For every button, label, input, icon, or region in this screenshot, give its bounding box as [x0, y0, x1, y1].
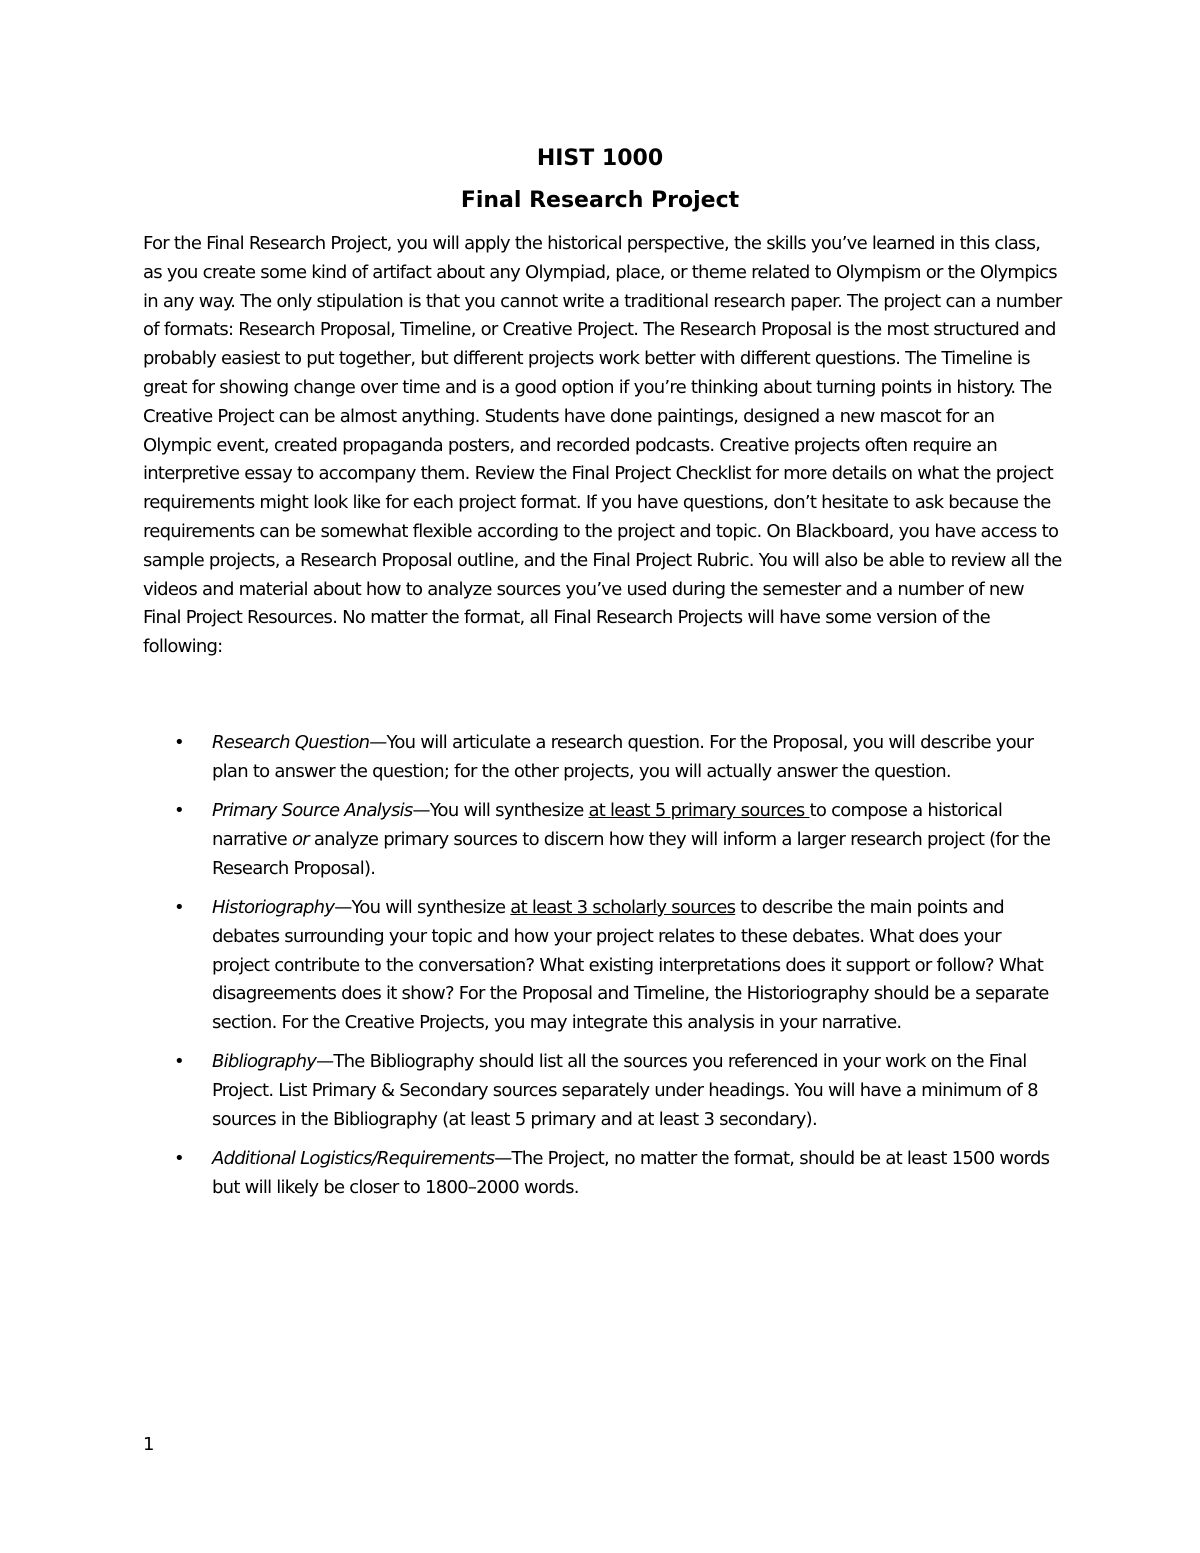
list-item-additional-logistics: [172, 1145, 1062, 1203]
bullet-icon: •: [174, 1051, 184, 1073]
bullet-text: —The Project, no matter the format, should be at least 1500 words but will likely be closer to 1800–2000 words.: [212, 1148, 1050, 1199]
bullet-term: Historiography: [212, 896, 335, 918]
bullet-icon: •: [174, 1148, 184, 1170]
list-item-bibliography: [172, 1048, 1062, 1134]
intro-paragraph: For the Final Research Project, you will apply the historical perspective, the skills you’ve learned in this class, as you create some kind of artifact about any Olympiad, place, or theme related to Olympism or the Olympics in any way. The only stipulation is that you cannot write a traditional research paper. The project can a number of formats: Research Proposal, Timeline, or Creative Project. The Research Proposal is the most structured and probably easiest to put together, but different projects work better with different questions. The Timeline is great for showing change over time and is a good option if you’re thinking about turning points in history. The Creative Project can be almost anything. Students have done paintings, designed a new mascot for an Olympic event, created propaganda posters, and recorded podcasts. Creative projects often require an interpretive essay to accompany them. Review the Final Project Checklist for more details on what the project requirements might look like for each project format. If you have questions, don’t hesitate to ask because the requirements can be somewhat flexible according to the project and topic. On Blackboard, you have access to sample projects, a Research Proposal outline, and the Final Project Rubric. You will also be able to review all the videos and material about how to analyze sources you’ve used during the semester and a number of new Final Project Resources. No matter the format, all Final Research Projects will have some version of the following:: [143, 233, 1062, 658]
bullet-term: Primary Source Analysis: [212, 800, 413, 822]
bullet-icon: •: [174, 896, 184, 918]
document-title: Final Research Project: [460, 188, 740, 213]
bullet-text: —You will articulate a research question. For the Proposal, you will describe your plan to answer the question; for the other projects, you will actually answer the question.: [212, 732, 1034, 782]
bullet-text: —You will synthesize: [412, 800, 589, 822]
list-item-primary-source-analysis: [172, 797, 1062, 883]
list-item-historiography: [172, 894, 1062, 1038]
italic-emphasis: or: [291, 828, 309, 850]
bullet-text: —You will synthesize: [334, 896, 511, 918]
underlined-requirement: at least 5 primary sources: [588, 800, 810, 822]
list-item-research-question: [172, 729, 1062, 787]
bullet-text: to compose a historical narrative: [212, 800, 1003, 850]
bullet-icon: •: [174, 732, 184, 753]
bullet-text: —The Bibliography should list all the sources you referenced in your work on the Final Project. List Primary & Secondary sources separately under headings. You will have a minimum of 8 sources in the Bibliography (at least 5 primary and at least 3 secondary).: [212, 1051, 1038, 1131]
bullet-term: Bibliography: [212, 1051, 317, 1073]
bullet-text: to describe the main points and debates surrounding your topic and how your project relates to these debates. What does your project contribute to the conversation? What existing interpretations does it support or follow? What disagreements does it show? For the Proposal and Timeline, the Historiography should be a separate section. For the Creative Projects, you may integrate this analysis in your narrative.: [212, 896, 1049, 1034]
bullet-term: Research Question: [212, 732, 370, 753]
requirements-list: [172, 729, 1062, 1213]
bullet-term: Additional Logistics/Requirements: [212, 1148, 495, 1170]
course-heading: HIST 1000: [536, 146, 664, 171]
bullet-icon: •: [174, 800, 184, 822]
underlined-requirement: at least 3 scholarly sources: [510, 896, 736, 918]
bullet-text: analyze primary sources to discern how they will inform a larger research project (for the Research Proposal).: [212, 828, 1051, 879]
page-number: 1: [143, 1434, 155, 1455]
